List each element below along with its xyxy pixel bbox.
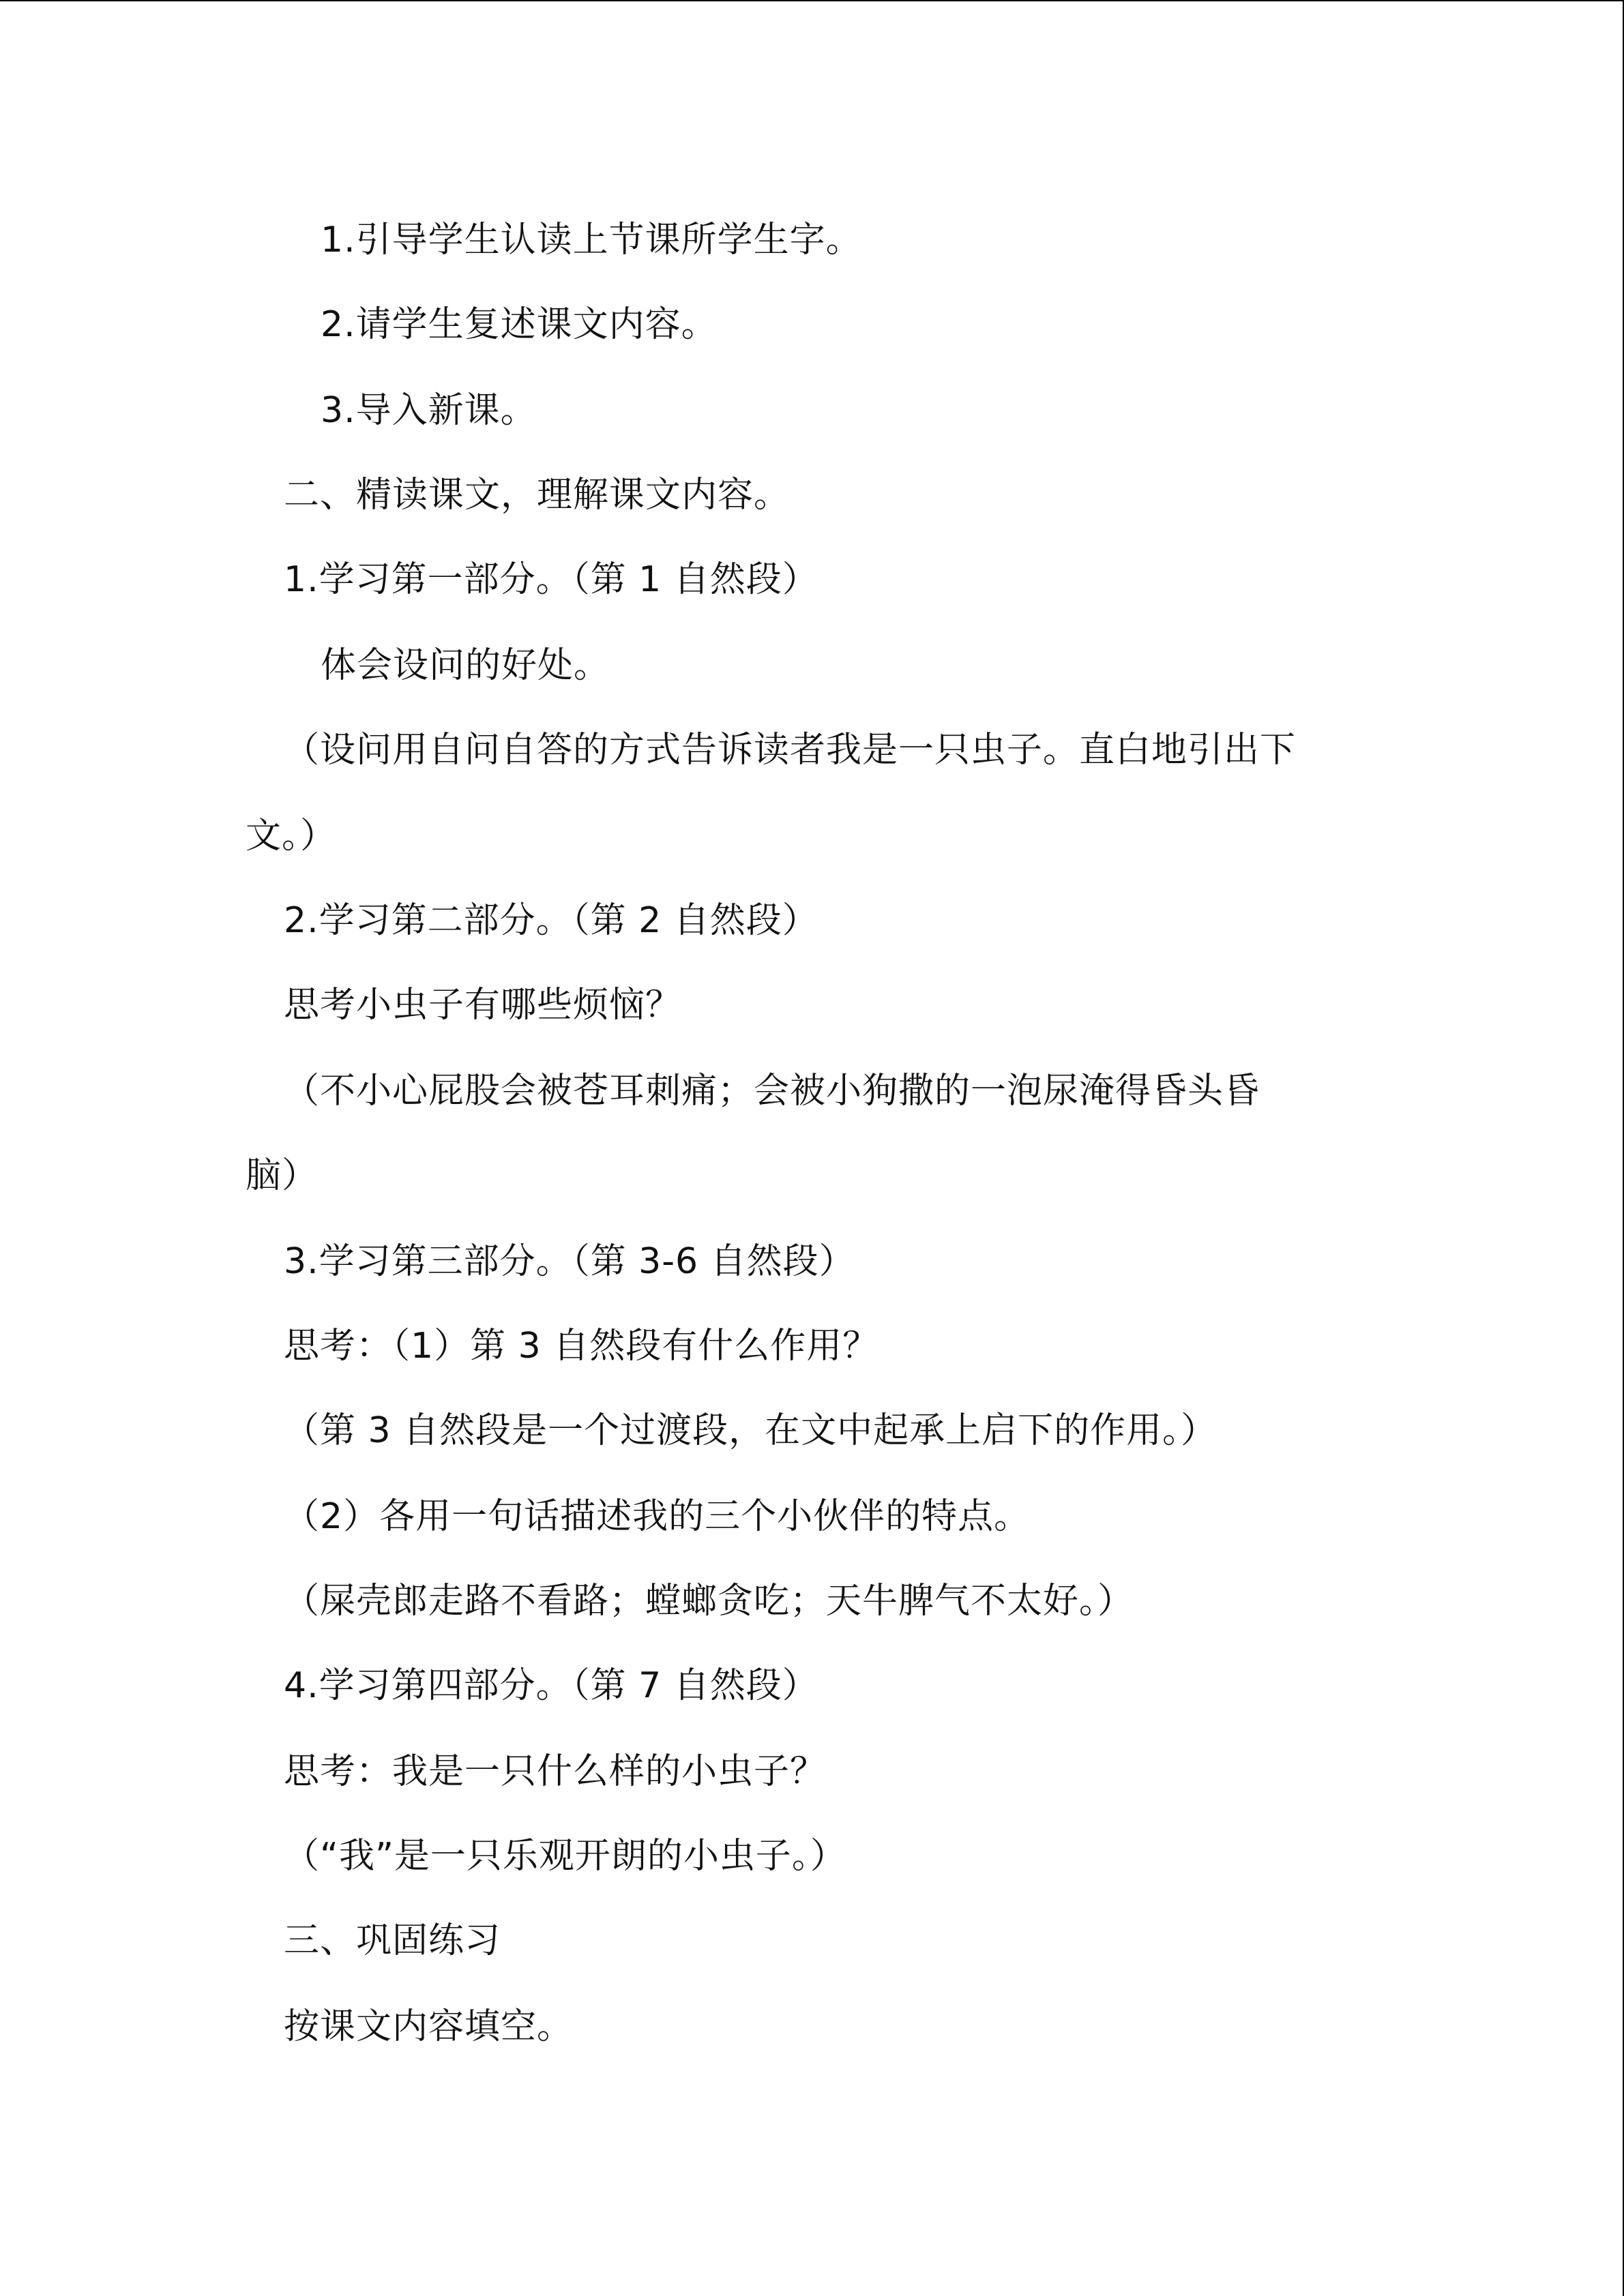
text-line: 4.学习第四部分。（第 7 自然段） [284,1665,818,1706]
text-line: （“我”是一只乐观开朗的小虫子。） [284,1836,846,1877]
text-line: 思考：我是一只什么样的小虫子？ [284,1751,827,1792]
text-line: 2.学习第二部分。（第 2 自然段） [284,900,818,941]
text-line: （第 3 自然段是一个过渡段，在文中起承上启下的作用。） [284,1410,1217,1451]
text-line: 文。） [246,816,337,856]
text-line: （屎壳郎走路不看路；螳螂贪吃；天牛脾气不太好。） [284,1581,1134,1622]
text-line: 1.学习第一部分。（第 1 自然段） [284,559,818,600]
text-line: 2.请学生复述课文内容。 [321,304,718,345]
text-line: 思考小虫子有哪些烦恼？ [284,985,682,1026]
text-line: （设问用自问自答的方式告诉读者我是一只虫子。直白地引出下 [284,730,1297,771]
text-line: （不小心屁股会被苍耳刺痛；会被小狗撒的一泡尿淹得昏头昏 [284,1071,1260,1112]
text-line: （2）各用一句话描述我的三个小伙伴的特点。 [284,1496,1031,1537]
text-line: 3.学习第三部分。（第 3-6 自然段） [284,1241,855,1282]
text-line: 体会设问的好处。 [321,645,610,686]
text-line: 脑） [246,1155,319,1196]
text-line: 按课文内容填空。 [284,2006,574,2047]
text-line: 3.导入新课。 [321,390,537,431]
text-line: 思考：（1）第 3 自然段有什么作用？ [284,1326,879,1367]
section-heading: 二、精读课文，理解课文内容。 [284,475,791,516]
text-line: 1.引导学生认读上节课所学生字。 [321,220,862,260]
section-heading: 三、巩固练习 [284,1920,501,1961]
